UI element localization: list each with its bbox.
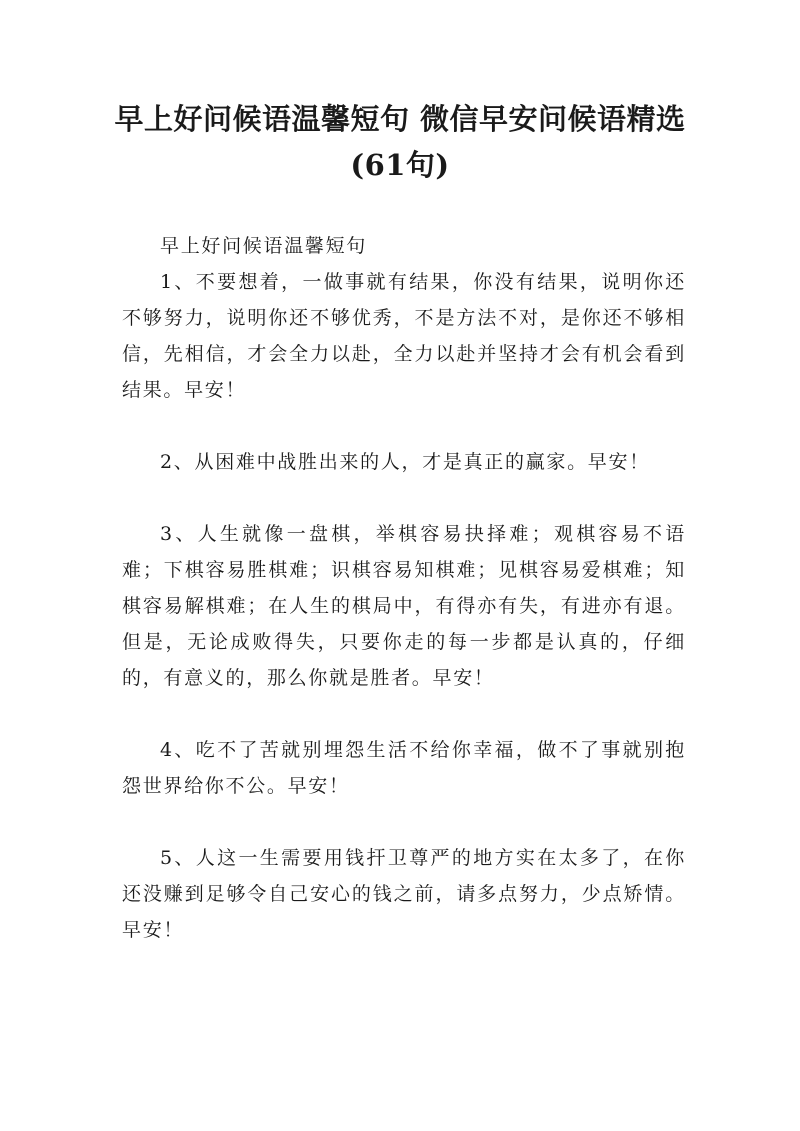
- paragraph-2: 2、从困难中战胜出来的人，才是真正的赢家。早安！: [160, 451, 650, 473]
- paragraph-4: 4、吃不了苦就别埋怨生活不给你幸福，做不了事就别抱怨世界给你不公。早安！: [122, 739, 686, 797]
- document-title: 早上好问候语温馨短句 微信早安问候语精选(61句): [114, 102, 686, 182]
- paragraph-spacer: [122, 480, 686, 516]
- paragraph-1: 1、不要想着，一做事就有结果，你没有结果，说明你还不够努力，说明你还不够优秀，不是方法不对，是你还不够相信，先相信，才会全力以赴，全力以赴并坚持才会有机会看到结果。早安！: [122, 271, 686, 401]
- paragraph-spacer: [122, 696, 686, 732]
- paragraph-3: 3、人生就像一盘棋，举棋容易抉择难；观棋容易不语难；下棋容易胜棋难；识棋容易知棋难；见棋容易爱棋难；知棋容易解棋难；在人生的棋局中，有得亦有失，有进亦有退。但是，无论成败得失，只要你走的每一步都是认真的，仔细的，有意义的，那么你就是胜者。早安！: [122, 523, 686, 689]
- paragraph-spacer: [122, 804, 686, 840]
- paragraph-5: 5、人这一生需要用钱扞卫尊严的地方实在太多了，在你还没赚到足够令自己安心的钱之前，请多点努力，少点矫情。早安！: [122, 847, 686, 941]
- document-body: [122, 228, 686, 948]
- paragraph-spacer: [122, 408, 686, 444]
- section-heading: 早上好问候语温馨短句: [160, 235, 368, 257]
